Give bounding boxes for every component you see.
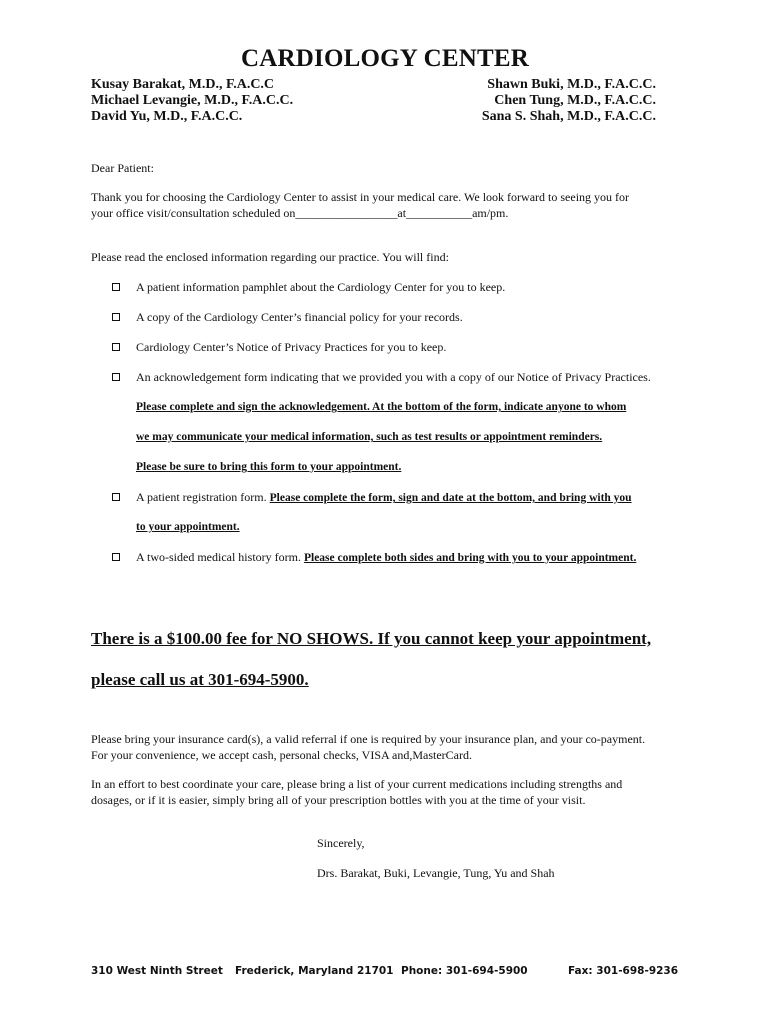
enclosed-intro: Please read the enclosed information regarding our practice. You will find: bbox=[91, 250, 449, 264]
doctor-name: Michael Levangie, M.D., F.A.C.C. bbox=[91, 93, 294, 108]
list-item bbox=[112, 488, 692, 548]
insurance-paragraph bbox=[91, 732, 681, 763]
intro-paragraph bbox=[91, 190, 681, 221]
list-item-text: A copy of the Cardiology Center’s financial policy for your records. bbox=[136, 310, 463, 324]
doctor-row bbox=[91, 93, 656, 109]
list-item-text: An acknowledgement form indicating that we provided you with a copy of our Notice of Privacy Practices. bbox=[136, 370, 651, 384]
list-item-line bbox=[136, 548, 692, 578]
list-item bbox=[112, 548, 692, 578]
list-item-text: Cardiology Center’s Notice of Privacy Practices for you to keep. bbox=[136, 340, 447, 354]
list-item bbox=[112, 368, 692, 488]
footer bbox=[91, 965, 681, 979]
checkbox-bullet-icon bbox=[112, 313, 120, 321]
doctor-name: Shawn Buki, M.D., F.A.C.C. bbox=[487, 77, 656, 92]
footer-fax: Fax: 301-698-9236 bbox=[568, 965, 679, 977]
checkbox-bullet-icon bbox=[112, 283, 120, 291]
list-item bbox=[112, 278, 692, 308]
list-item bbox=[112, 338, 692, 368]
doctor-name: Kusay Barakat, M.D., F.A.C.C bbox=[91, 77, 275, 92]
checkbox-bullet-icon bbox=[112, 343, 120, 351]
list-item bbox=[112, 308, 692, 338]
medications-line: In an effort to best coordinate your care, please bring a list of your current medications including strengths and bbox=[91, 777, 623, 791]
checkbox-bullet-icon bbox=[112, 493, 120, 501]
medications-paragraph bbox=[91, 777, 681, 808]
list-item-instruction: Please complete and sign the acknowledgement. At the bottom of the form, indicate anyone to whom bbox=[136, 401, 627, 413]
doctor-roster bbox=[91, 77, 656, 125]
list-item-instruction: Please be sure to bring this form to your appointment. bbox=[136, 461, 402, 473]
enclosed-items-list bbox=[112, 278, 692, 578]
doctor-name: Chen Tung, M.D., F.A.C.C. bbox=[494, 93, 656, 108]
list-item-instruction: to your appointment. bbox=[136, 521, 240, 533]
intro-line: Thank you for choosing the Cardiology Center to assist in your medical care. We look forward to seeing you for bbox=[91, 190, 630, 204]
closing: Sincerely, bbox=[317, 836, 365, 850]
no-show-line: please call us at 301-694-5900. bbox=[91, 670, 309, 689]
list-item-text: A two-sided medical history form. bbox=[136, 550, 304, 564]
list-item-line bbox=[136, 488, 692, 518]
doctor-row bbox=[91, 109, 656, 125]
list-item-text: A patient information pamphlet about the Cardiology Center for you to keep. bbox=[136, 280, 506, 294]
medications-line: dosages, or if it is easier, simply bring all of your prescription bottles with you at the time of your visit. bbox=[91, 792, 586, 807]
list-item-instruction: we may communicate your medical information, such as test results or appointment reminders. bbox=[136, 431, 603, 443]
list-item-text: A patient registration form. bbox=[136, 490, 270, 504]
list-item-instruction: Please complete both sides and bring with you to your appointment. bbox=[303, 552, 637, 564]
signature: Drs. Barakat, Buki, Levangie, Tung, Yu and Shah bbox=[317, 866, 555, 880]
page-title: CARDIOLOGY CENTER bbox=[241, 45, 529, 72]
no-show-line: There is a $100.00 fee for NO SHOWS. If you cannot keep your appointment, bbox=[91, 629, 652, 648]
checkbox-bullet-icon bbox=[112, 373, 120, 381]
insurance-line: For your convenience, we accept cash, personal checks, VISA and,MasterCard. bbox=[91, 747, 472, 762]
intro-line: your office visit/consultation scheduled on_________________at___________am/pm. bbox=[91, 205, 509, 220]
insurance-line: Please bring your insurance card(s), a valid referral if one is required by your insurance plan, and your co-payment. bbox=[91, 732, 646, 746]
footer-city: Frederick, Maryland 21701 bbox=[235, 965, 394, 977]
checkbox-bullet-icon bbox=[112, 553, 120, 561]
footer-address: 310 West Ninth Street bbox=[91, 965, 223, 977]
list-item-instruction: Please complete the form, sign and date at the bottom, and bring with you bbox=[269, 492, 632, 504]
no-show-notice bbox=[91, 618, 691, 700]
salutation: Dear Patient: bbox=[91, 161, 154, 175]
doctor-row bbox=[91, 77, 656, 93]
footer-phone: Phone: 301-694-5900 bbox=[401, 965, 528, 977]
doctor-name: David Yu, M.D., F.A.C.C. bbox=[91, 109, 243, 124]
doctor-name: Sana S. Shah, M.D., F.A.C.C. bbox=[481, 109, 656, 124]
